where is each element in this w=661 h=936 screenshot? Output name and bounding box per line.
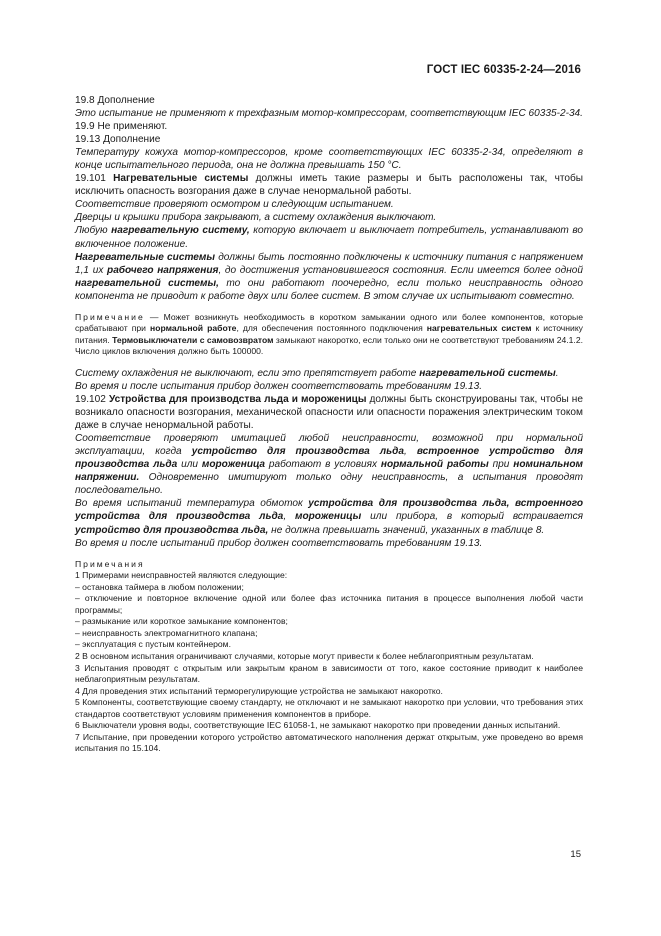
text-part: должны быть сконструированы так, чтобы не возникало опасности возгорания, механической опасности или опасности поражения электрическим током даже в случае ненормальной работы. [75,394,583,432]
text-part: Во время испытаний температура обмоток [75,498,309,510]
text-part: при [488,459,514,471]
note-item-6: 6 Выключатели уровня воды, соответствующие IEC 61058-1, не замыкают накоротко при проведении данных испытаний. [75,720,561,731]
term-ice-cream-makers: мороженицы [295,511,362,523]
text-part: Соответствие проверяют имитацией любой неисправности, возможной при нормальной эксплуатации, когда [75,433,583,458]
term-heating-system: нагревательной системы, [75,277,219,289]
term-ice-cream-maker: мороженица [201,459,266,471]
note-label: Примечание [75,311,145,322]
term-ice-makers: устройства для производства льда, встроенного устройства для производства льда [75,498,584,523]
comply-19-13-a: Во время и после испытания прибор должен соответствовать требованиям 19.13. [75,380,483,392]
clause-19-9: 19.9 Не применяют. [75,121,168,133]
text-part: работают в условиях [265,459,381,471]
text-part: , [283,511,295,523]
note-item-7: 7 Испытание, при проведении которого устройство автоматического наполнения держат открытым, уже проведено во время испытания по 15.104. [75,731,583,754]
note-item-3: 3 Испытания проводят с открытым или закрытым краном в зависимости от того, какое состояние приводит к наиболее неблагоприятным результатам. [75,662,583,685]
text-part: которую включает и выключает потребитель, устанавливают во включенное положение. [75,225,583,250]
note-item-1d: – неисправность электромагнитного клапана; [75,627,258,638]
note-item-1: 1 Примерами неисправностей являются следующие: [75,570,288,581]
compliance-check: Соответствие проверяют осмотром и следующим испытанием. [75,199,394,211]
term-heating-systems: Нагревательные системы [113,173,249,185]
cooling-system-note [75,367,583,380]
text-part: Систему охлаждения не выключают, если это препятствует работе [75,367,420,379]
clause-19-101 [75,172,583,198]
note-item-1a: – остановка таймера в любом положении; [75,581,244,592]
clause-19-101-rest: должны иметь такие размеры и быть расположены так, чтобы исключить опасность возгорания даже в случае ненормальной работы. [75,173,583,198]
heating-systems-connected [75,251,583,303]
text-part: должны быть постоянно подключены к источнику питания с напряжением 1,1 их [75,251,584,276]
notes-title [75,559,583,571]
term-heating-system: нагревательную систему, [111,225,250,237]
text-part: или [177,459,202,471]
clause-19-13-body: Температуру кожуха мотор-компрессоров, кроме соответствующих IEC 60335-2-34, определяют в конце испытательного периода, она не должна превышать 150 °C. [75,147,583,172]
note-item-5: 5 Компоненты, соответствующие своему стандарту, не отключают и не замыкают накоротко при условии, что требования этих стандартов соответствуют условиям применения компонентов в приборе. [75,697,583,719]
doors-closed: Дверцы и крышки прибора закрывают, а систему охлаждения выключают. [75,212,437,224]
clause-19-8-body: Это испытание не применяют к трехфазным мотор-компрессорам, соответствующим IEC 60335-2-34. [75,108,583,120]
fault-simulation [75,432,583,497]
clause-19-8 [75,94,583,107]
text-part: к источнику питания. [75,323,583,345]
text-part: — Может возникнуть необходимость в коротком замыкании одного или более компонентов, которые срабатывают при [75,311,583,334]
note-item-1b: – отключение и повторное включение одной или более фаз источника питания в процессе выполнения любой части программы; [75,593,583,615]
term-built-in-ice-maker: встроенное устройство для производства льда [75,446,584,471]
clause-19-13: 19.13 Дополнение [75,134,161,146]
term-self-resetting-cutouts: Термовыключатели с самовозвратом [112,334,274,345]
note-item-4: 4 Для проведения этих испытаний терморегулирующие устройства не замыкают накоротко. [75,685,443,696]
term-heating-systems: нагревательных систем [426,323,532,334]
standard-header: ГОСТ IEC 60335-2-24—2016 [426,64,581,76]
term-ice-maker: устройство для производства льда [191,446,404,458]
text-part: , для обеспечения постоянного подключения [236,323,427,334]
clause-number: 19.102 [75,394,109,406]
text-part: Одновременно имитируют только одну неисправность, а испытания проводят последовательно. [75,472,583,497]
any-heating-system [75,224,583,250]
text-part: то они работают поочередно, если только неисправность одного компонента не приводит к работе двух или более систем. В этом случае их испытывают совместно. [75,277,583,302]
text-part: или прибора, в который встраивается [361,511,584,523]
clause-19-102 [75,393,583,432]
text-part: не должна превышать значений, указанных в таблице 8. [268,524,545,536]
text-part: . [555,367,559,379]
term-ice-maker: устройство для производства льда, [75,524,269,536]
note-item-1c: – размыкание или короткое замыкание компонентов; [75,616,288,627]
note-1 [75,312,583,358]
text-part: Любую [75,225,112,237]
winding-temperature [75,497,583,536]
text-part: , до достижения установившегося состояния. Если имеется более одной [218,264,583,276]
term-normal-operation: нормальной работы [380,459,489,471]
term-ice-makers: Устройства для производства льда и мороженицы [108,394,367,406]
clause-19-8-text: 19.8 Дополнение [75,95,155,106]
term-heating-systems: Нагревательные системы [75,251,215,263]
term-rated-voltage: номинальном напряжении. [75,459,583,484]
page-content [75,94,583,755]
clause-number: 19.101 [75,173,114,185]
comply-19-13-b: Во время и после испытаний прибор должен соответствовать требованиям 19.13. [75,537,483,549]
note-item-1e: – эксплуатация с пустым контейнером. [75,639,231,650]
note-item-2: 2 В основном испытания ограничивают случаями, которые могут привести к более неблагоприятным результатам. [75,650,534,661]
term-normal-operation: нормальной работе [150,323,237,334]
page-number: 15 [570,849,581,860]
term-heating-system: нагревательной системы [419,367,556,379]
text-part: , [403,446,417,458]
term-working-voltage: рабочего напряжения [107,264,219,276]
notes-label: Примечания [75,558,145,569]
text-part: замыкают накоротко, если только они не соответствуют требованиям 24.1.2. Число циклов включения должно быть 100000. [75,334,583,357]
